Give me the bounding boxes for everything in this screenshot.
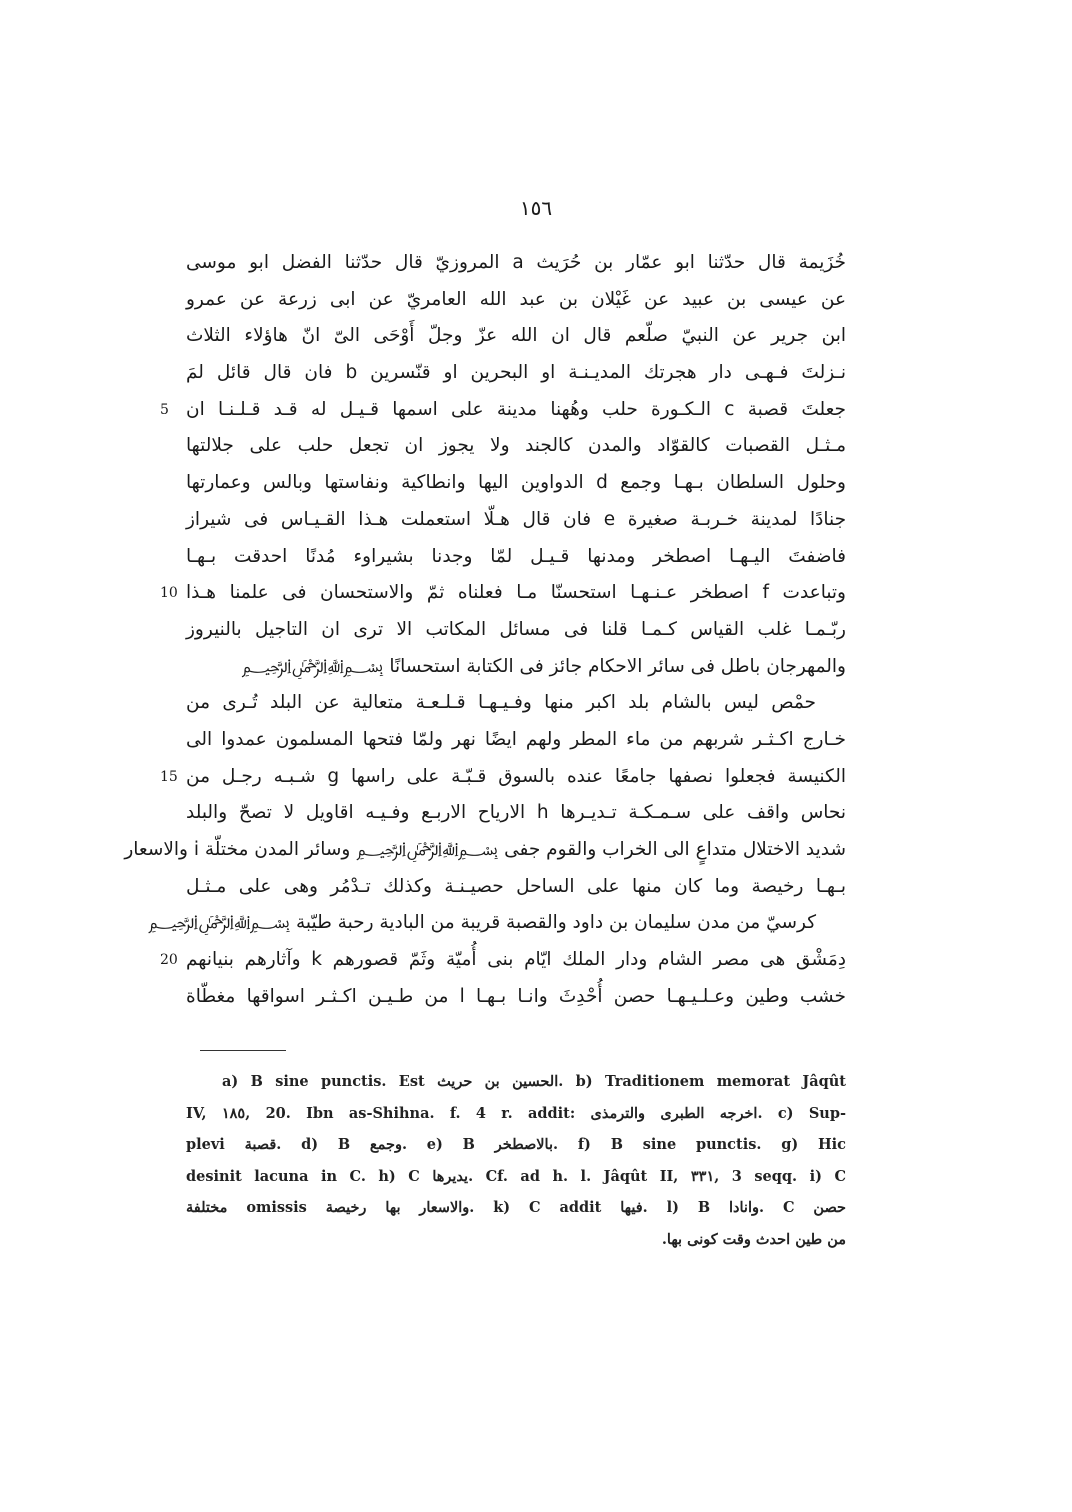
text-line-content: فاضفتَ اليـهـا اصطخر ومدنها قـيـل لمّا وجدنا بشيراوء مُدنًا احدقت بـهـا [186,545,846,567]
text-line [148,905,846,942]
text-line-content: وتباعدت f اصطخر عـنـهـا استحسنّا مـا فعلناه ثمّ والاستحسان فى علمنا هـذا [186,582,846,604]
text-line [160,942,846,979]
text-line-content: نـزلتَ فـهـى دار هجرتك المديـنـة او البحرين او قنّسرين b فان قال قائل لمَ [186,362,846,384]
text-line-content: شديد الاختلال متداعٍ الى الخراب والقوم جفى ﷽ وسائر المدن مختلّة i والاسعار [124,839,846,860]
text-line [186,612,846,649]
text-line [160,575,846,612]
text-line-content: حمْص ليس بالشام بلد اكبر منها وفـيـهـا قـلـعـة متعالية عن البلد تُـرى من [186,692,816,714]
footnote-line: a) B sine punctis. Est الحسين بن حريث. b) Traditionem memorat Jâqût [222,1073,846,1090]
text-line-content: خـارج اكـثـر شربهم من ماء المطر ولهم ايضًا نهر ولمّا فتحها المسلمون عمدوا الى [186,728,846,750]
text-line [186,245,846,282]
text-line-content: الكنيسة فجعلوا نصفها جامعًا عنده بالسوق قـبّـة على راسها g شـبـه رجـل من [186,765,846,787]
text-line [160,392,846,429]
text-line [186,649,846,686]
footnote-line: plevi قصبة. d) B وجمع. e) B بالاصطخر. f) B sine punctis. g) Hic [186,1136,847,1153]
text-line [186,979,846,1016]
text-line-content: وحلول السلطان بـهـا وجمع d الدواوين اليها وانطاكية ونفاستها وبالس وعمارتها [186,472,846,494]
text-line [186,539,846,576]
footnote-line: IV, ١٨٥, 20. Ibn as-Shihna. f. 4 r. addit: اخرجه الطبرى والترمذى. c) Sup- [186,1104,846,1122]
footnotes-block [186,1066,846,1255]
text-line-content: دِمَشْق هى مصر الشام ودار الملك ايّام بنى أُميّة وثَمّ قصورهم k وآثارهم بنيانهم [186,949,846,971]
text-line-content: مـثـل القصبات كالقوّاد والمدن كالجند ولا يجوز ان تجعل حلب على جلالتها [186,435,846,457]
text-line [186,685,846,722]
text-line-content: خُزَيمة قال حدّثنا ابو عمّار بن حُرَيث a المروزيّ قال حدّثنا الفضل ابو موسى [186,252,846,273]
footnote-line: desinit lacuna in C. h) C يديرها. Cf. ad h. l. Jâqût II, ٣٣١, 3 seqq. i) C [186,1167,847,1185]
text-line-content: جنادًا لمدينة خـربـة صغيرة e فان قال هـلّا استعملت هـذا القـيـاس فى شيراز [186,508,846,530]
text-line [160,759,846,796]
text-line-content: نحاس واقف على سـمـكـة تـديـرها h الارياح الاربـع وفـيـه اقاويل لا تصحّ والبلد [186,802,847,824]
text-line [186,318,846,355]
text-line [186,282,846,319]
text-line-content: ابن جرير عن النبيّ صلّعم قال ان الله عزّ وجلّ أَوْحَى الىّ انّ هاؤلاء الثلاث [186,325,846,347]
text-line-content: جعلتَ قصبة c الـكـورة حلب وهُهنا مدينة على اسمها قـيـل له قـد قـلـنـا ان [186,398,846,420]
main-text-block [124,245,847,1015]
text-line [186,355,846,392]
line-number: 20 [160,952,178,969]
text-line [186,465,846,502]
page-number: ١٥٦ [519,196,553,220]
text-line [186,795,846,832]
text-line-content: ربّـمـا غلب القياس كـمـا قلنا فى مسائل المكاتب الا ترى ان التاجيل بالنيروز [186,618,846,640]
footnote-rule [200,1050,286,1051]
text-line [186,722,846,759]
line-number: 5 [160,401,169,418]
footnote-line: مختلفة omissis والاسعار بها رخيصة. k) C addit فيها. l) B وانادا. C حصن [186,1199,846,1216]
line-number: 10 [160,585,178,602]
text-line-content: خشب وطين وعـلـيـهـا حصن أُحْدِثَ وانـا بـهـا l من طـيـن اكـثـر اسواقها مغطّاة [186,985,846,1007]
text-line [124,832,846,869]
text-line-content: كرسيّ من مدن سليمان بن داود والقصبة قريبة من البادية رحبة طيّبة ﷽ [148,912,816,934]
text-line [186,869,846,906]
text-line-content: بـهـا رخيصة وما كان منها على الساحل حصيـنـة وكذلك تـدْمُر وهى على مـثـل [186,875,846,897]
footnote-line: من طين احدث وقت كونى بها. [661,1230,846,1248]
text-line-content: عن عيسى بن عبيد عن غَيْلان بن عبد الله العامريّ عن ابى زرعة عن عمرو [186,288,846,310]
text-line-content: والمهرجان باطل فى سائر الاحكام جائز فى الكتابة استحسانًا ﷽ [241,655,846,677]
text-line [186,502,846,539]
line-number: 15 [160,768,178,785]
text-line [186,428,846,465]
